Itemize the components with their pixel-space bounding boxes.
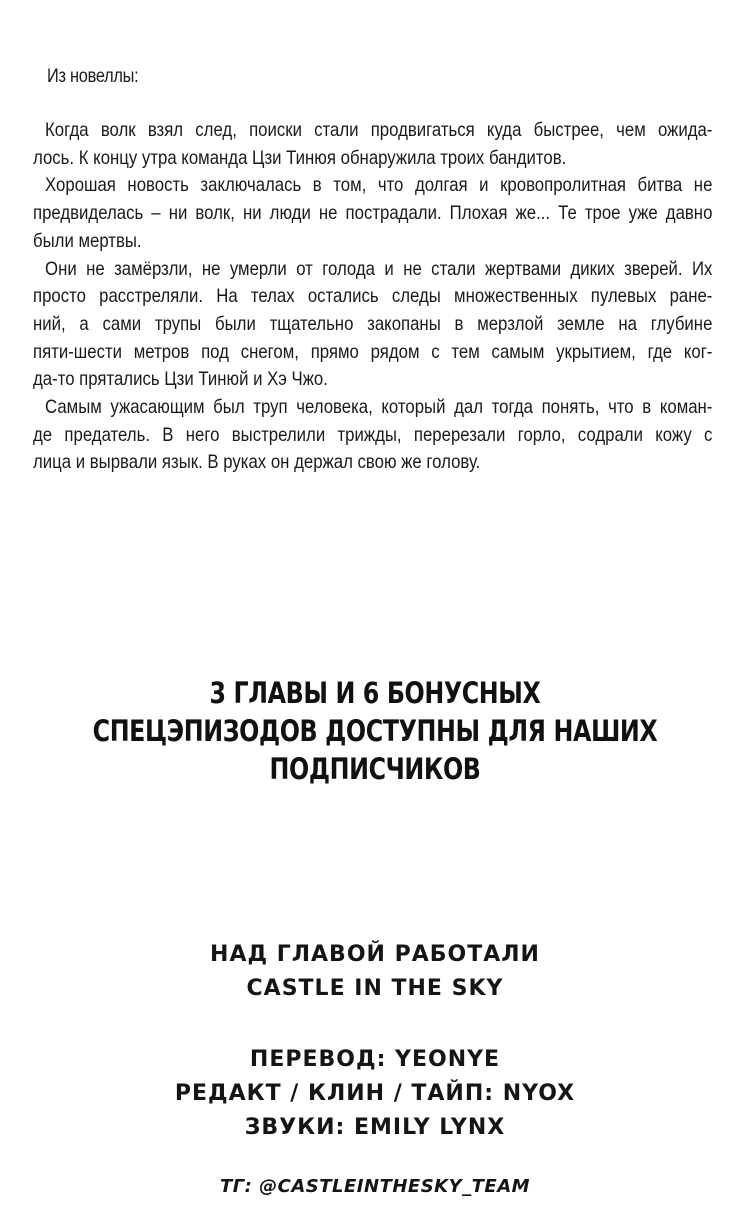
excerpt-line: просто расстреляли. На телах остались следы множественных пулевых ране-: [33, 285, 713, 308]
excerpt-line: пяти-шести метров под снегом, прямо рядом с тем самым укрытием, где ког-: [33, 340, 713, 363]
excerpt-line: предвиделась – ни волк, ни люди не пострадали. Плохая же... Те трое уже давно: [33, 202, 713, 225]
novel-excerpt-text: [33, 117, 712, 477]
excerpt-line: лица и вырвали язык. В руках он держал свою же голову.: [33, 451, 481, 474]
excerpt-line: да-то прятались Цзи Тинюй и Хэ Чжо.: [33, 368, 328, 391]
novel-excerpt-label: Из новеллы:: [47, 66, 139, 87]
team-heading: НАД ГЛАВОЙ РАБОТАЛИ: [210, 942, 540, 967]
subscriber-promo: [0, 674, 750, 788]
excerpt-line: были мертвы.: [33, 229, 142, 252]
promo-line: ПОДПИСЧИКОВ: [269, 752, 481, 786]
sounds-credit: ЗВУКИ: EMILY LYNX: [244, 1115, 506, 1140]
excerpt-line: Хорошая новость заключалась в том, что долгая и кровопролитная битва не: [45, 174, 713, 197]
excerpt-line: лось. К концу утра команда Цзи Тинюя обнаружила троих бандитов.: [33, 146, 567, 169]
translation-credit: ПЕРЕВОД: YEONYE: [249, 1047, 501, 1072]
excerpt-line: Когда волк взял след, поиски стали продвигаться куда быстрее, чем ожида-: [45, 119, 713, 141]
promo-line: СПЕЦЭПИЗОДОВ ДОСТУПНЫ ДЛЯ НАШИХ: [92, 714, 658, 748]
team-name: CASTLE IN THE SKY: [246, 976, 504, 1001]
excerpt-line: ний, а сами трупы были тщательно закопаны в мерзлой земле на глубине: [33, 312, 713, 335]
edit-clean-type-credit: РЕДАКТ / КЛИН / ТАЙП: NYOX: [174, 1081, 576, 1106]
team-credits: [0, 938, 750, 1006]
telegram-handle: ТГ: @CASTLEINTHESKY_TEAM: [219, 1176, 531, 1197]
excerpt-line: де предатель. В него выстрелили трижды, перерезали горло, содрали кожу с: [33, 423, 713, 446]
role-credits: [0, 1043, 750, 1145]
promo-line: 3 ГЛАВЫ И 6 БОНУСНЫХ: [209, 676, 541, 710]
excerpt-line: Самым ужасающим был труп человека, который дал тогда понять, что в коман-: [45, 396, 713, 419]
excerpt-line: Они не замёрзли, не умерли от голода и не стали жертвами диких зверей. Их: [45, 257, 713, 280]
